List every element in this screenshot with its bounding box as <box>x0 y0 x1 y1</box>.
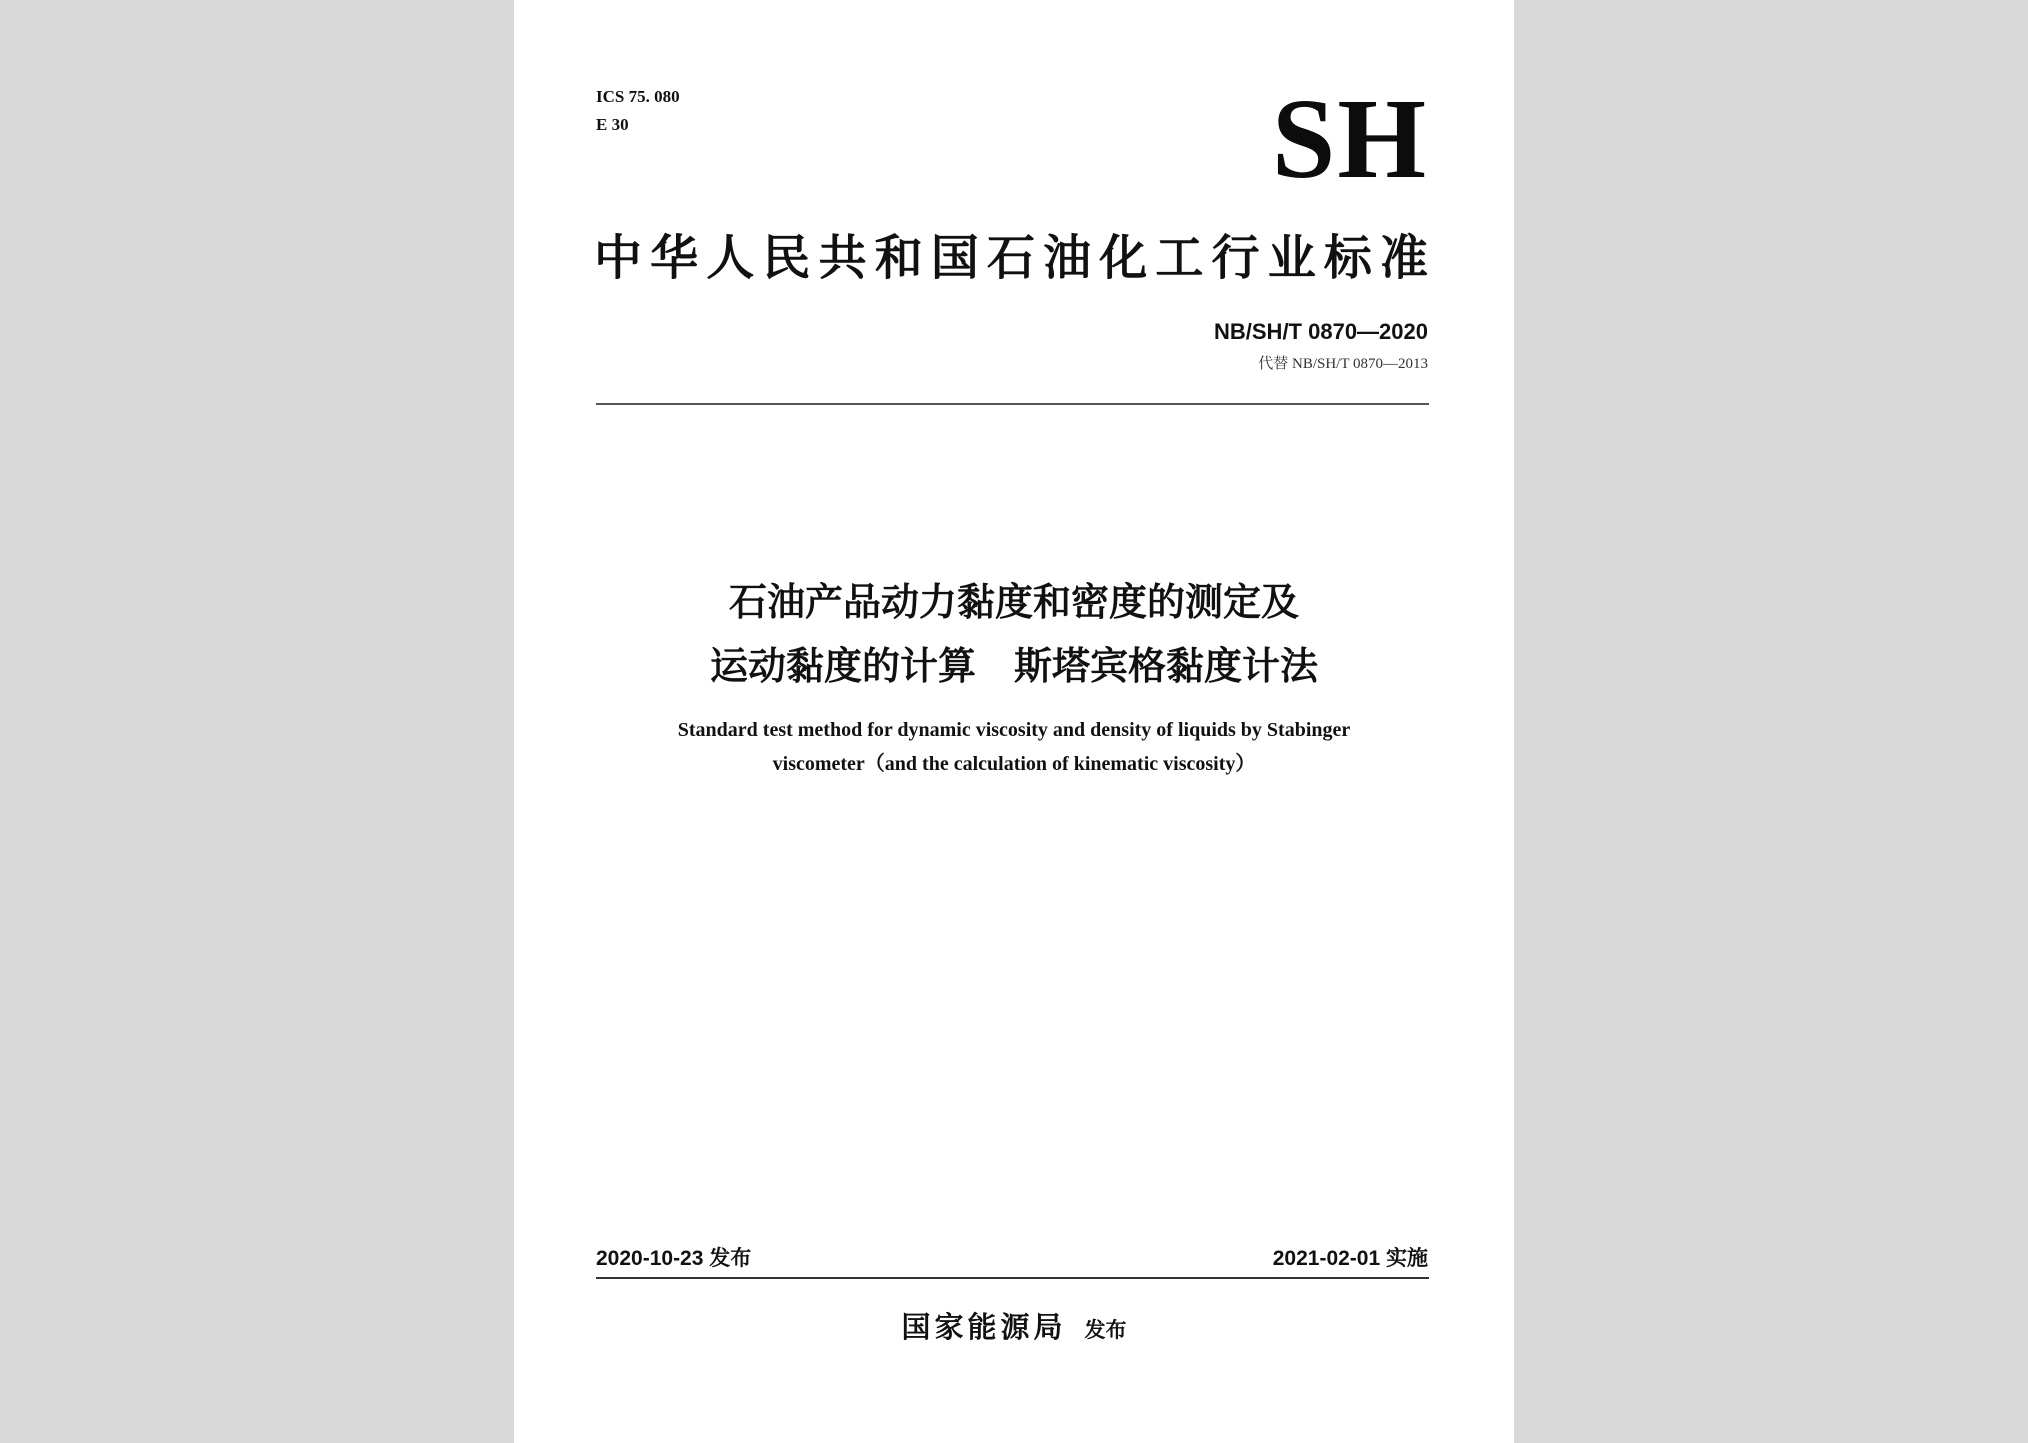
standard-logo: SH <box>1271 75 1428 202</box>
chinese-title-line-1: 石油产品动力黏度和密度的测定及 <box>728 580 1299 624</box>
ccs-code: E 30 <box>596 115 629 134</box>
ics-code: ICS 75. 080 <box>596 87 680 106</box>
issuer-action: 发布 <box>1084 1318 1127 1342</box>
classification-codes <box>596 83 680 139</box>
implementation-date: 2021-02-01 实施 <box>1272 1247 1428 1270</box>
english-title <box>514 713 1514 781</box>
header-divider <box>596 403 1429 405</box>
issue-date: 2020-10-23 发布 <box>596 1247 752 1270</box>
english-title-line-2: viscometer（and the calculation of kinematic viscosity） <box>772 753 1256 775</box>
standard-number: NB/SH/T 0870—2020 <box>1214 319 1428 344</box>
document-page <box>514 0 1514 1443</box>
footer-divider <box>596 1277 1429 1279</box>
industry-standard-title: 中华人民共和国石油化工行业标准 <box>594 230 1428 286</box>
chinese-title-line-2: 运动黏度的计算 斯塔宾格黏度计法 <box>709 644 1318 688</box>
english-title-line-1: Standard test method for dynamic viscosity and density of liquids by Stabinger <box>677 719 1351 741</box>
chinese-title <box>514 570 1514 698</box>
issuer-name: 国家能源局 <box>901 1310 1067 1344</box>
replaces-standard: 代替 NB/SH/T 0870—2013 <box>1258 356 1428 372</box>
issuer-block <box>514 1307 1514 1352</box>
